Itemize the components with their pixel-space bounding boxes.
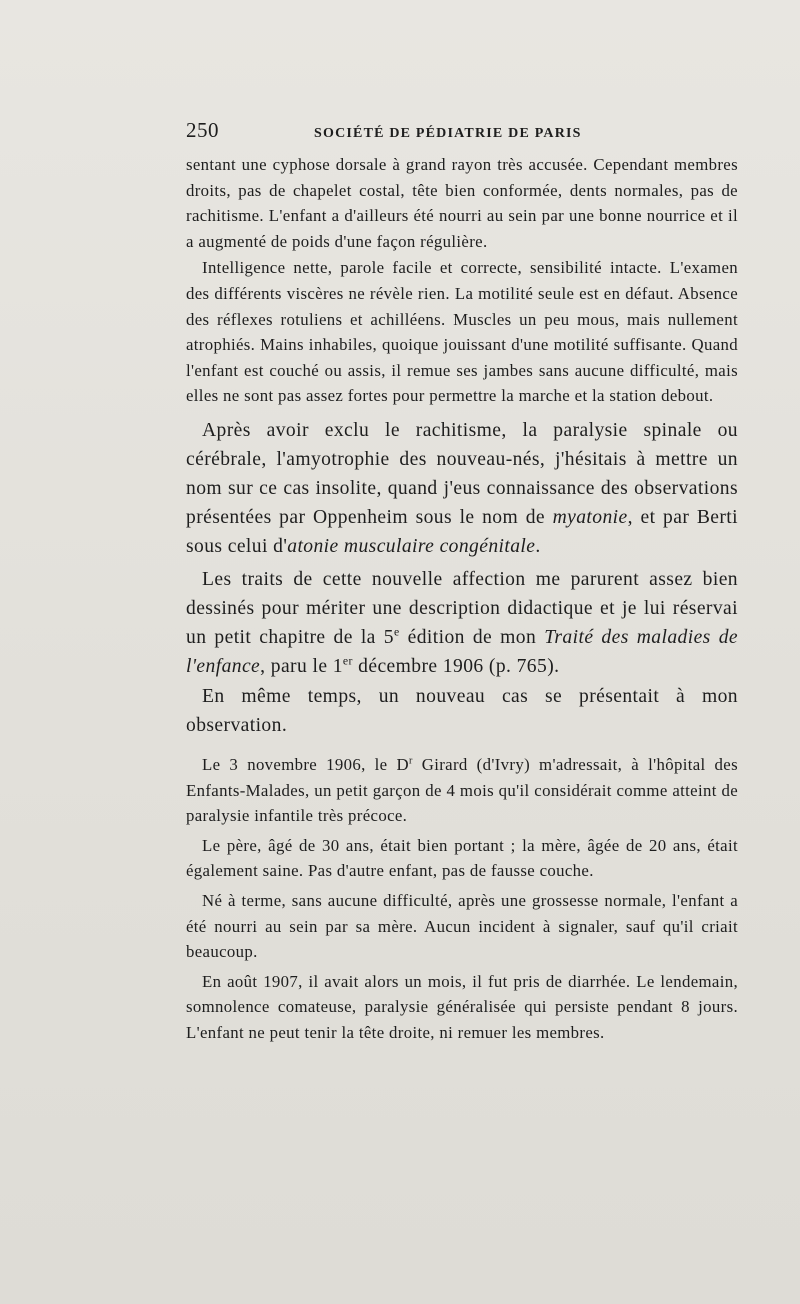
book-title: Traité des maladies de l'enfance xyxy=(186,626,738,677)
paragraph-6-text-a: Le 3 novembre 1906, le D xyxy=(202,754,409,774)
doctor-superscript: r xyxy=(408,755,413,767)
paragraph-6-text-b: Girard (d'Ivry) m'adressait, à l'hôpital des Enfants-Malades, un petit garçon de 4 mois qu'il considérait comme atteint de paralysie infantile très précoce. xyxy=(186,754,738,826)
paragraph-8: Né à terme, sans aucune difficulté, après une grossesse normale, l'enfant a été nourri au sein par sa mère. Aucun incident à signaler, sauf qu'il criait beaucoup. xyxy=(186,890,738,962)
paragraph-3-text-a: Après avoir exclu le rachitisme, la paralysie spinale ou cérébrale, l'amyotrophie des nouveau-nés, j'hésitais à mettre un nom sur ce cas insolite, quand j'eus connaissance des observations présentées par Oppenheim sous le nom de xyxy=(186,419,738,528)
body-text xyxy=(186,152,738,1045)
term-myatonie: myatonie xyxy=(552,506,628,528)
paragraph-1: sentant une cyphose dorsale à grand rayon très accusée. Cependant membres droits, pas de chapelet costal, tête bien conformée, dents normales, pas de rachitisme. L'enfant a d'ailleurs été nourri au sein par une bonne nourrice et il a augmenté de poids d'une façon régulière. xyxy=(186,155,738,251)
paragraph-4-text-c: , paru le 1 xyxy=(260,655,343,677)
paragraph-9: En août 1907, il avait alors un mois, il fut pris de diarrhée. Le lendemain, somnolence comateuse, paralysie généralisée qui persiste pendant 8 jours. L'enfant ne peut tenir la tête droite, ni remuer les membres. xyxy=(186,971,738,1042)
term-atonie-musculaire: atonie musculaire congénitale xyxy=(287,535,536,557)
page-header xyxy=(186,118,738,148)
paragraph-3-text-b: , et par Berti sous celui d' xyxy=(186,506,738,557)
paragraph-4-text-d: décembre 1906 (p. 765). xyxy=(352,655,560,677)
page-number: 250 xyxy=(186,118,219,142)
paragraph-4-text-b: édition de mon xyxy=(399,626,545,648)
paragraph-4 xyxy=(186,565,738,681)
date-superscript: er xyxy=(342,654,353,668)
paragraph-3-text-c: . xyxy=(535,535,541,557)
paragraph-6 xyxy=(186,752,738,829)
paragraph-5: En même temps, un nouveau cas se présentait à mon observation. xyxy=(186,685,738,736)
paragraph-7: Le père, âgé de 30 ans, était bien portant ; la mère, âgée de 20 ans, était également saine. Pas d'autre enfant, pas de fausse couche. xyxy=(186,835,738,881)
paragraph-4-text-a: Les traits de cette nouvelle affection me parurent assez bien dessinés pour mériter une description didactique et je lui réservai un petit chapitre de la 5 xyxy=(186,568,738,648)
paragraph-3 xyxy=(186,416,738,561)
edition-superscript: e xyxy=(393,625,400,639)
paragraph-2: Intelligence nette, parole facile et correcte, sensibilité intacte. L'examen des différents viscères ne révèle rien. La motilité seule est en défaut. Absence des réflexes rotuliens et achilléens. Muscles un peu mous, mais nullement atrophiés. Mains inhabiles, quoique jouissant d'une motilité suffisante. Quand l'enfant est couché ou assis, il remue ses jambes sans aucune difficulté, mais elles ne sont pas assez fortes pour permettre la marche et la station debout. xyxy=(186,258,738,406)
running-head: SOCIÉTÉ DE PÉDIATRIE DE PARIS xyxy=(314,126,582,141)
